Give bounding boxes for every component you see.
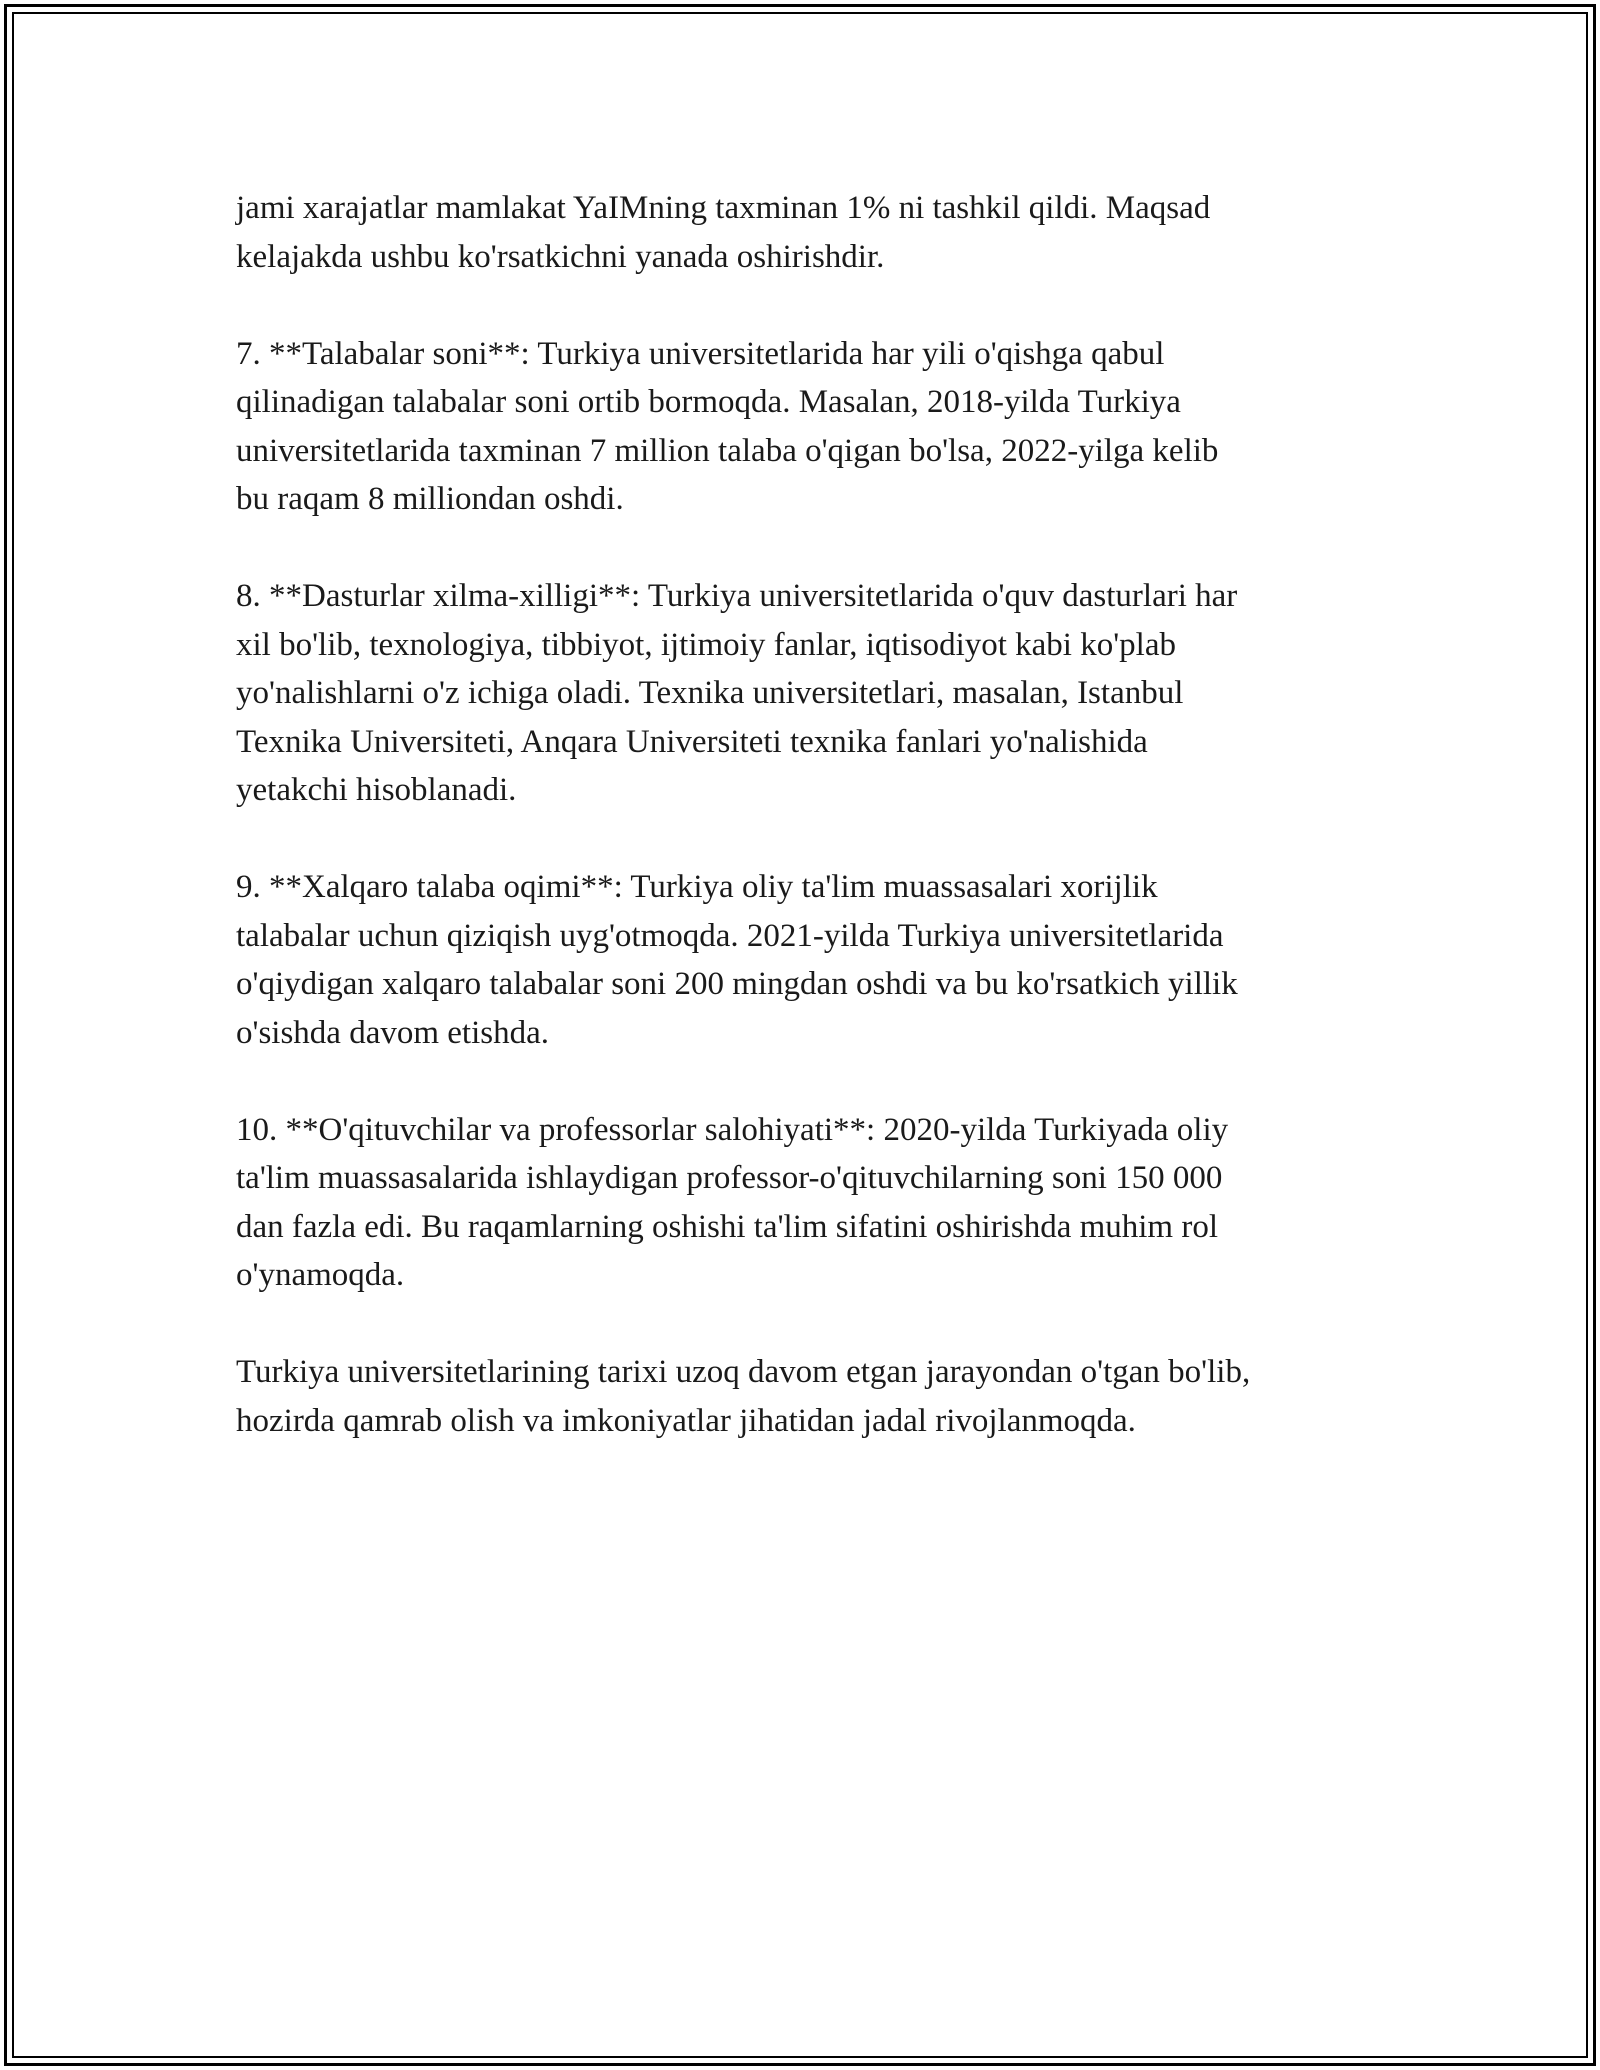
text-line: ta'lim muassasalarida ishlaydigan professor-o'qituvchilarning soni 150 000 — [236, 1160, 1223, 1196]
text-line: o'qiydigan xalqaro talabalar soni 200 mingdan oshdi va bu ko'rsatkich yillik — [236, 966, 1238, 1002]
paragraph-item-7-students — [236, 330, 1396, 524]
text-line: 8. **Dasturlar xilma-xilligi**: Turkiya universitetlarida o'quv dasturlari har — [236, 578, 1238, 614]
text-line: 10. **O'qituvchilar va professorlar salohiyati**: 2020-yilda Turkiyada oliy — [236, 1111, 1229, 1148]
text-line: universitetlarida taxminan 7 million talaba o'qigan bo'lsa, 2022-yilga kelib — [236, 432, 1219, 469]
paragraph-item-9-international — [236, 863, 1396, 1057]
text-line: yetakchi hisoblanadi. — [236, 772, 517, 808]
text-line: yo'nalishlarni o'z ichiga oladi. Texnika universitetlari, masalan, Istanbul — [236, 675, 1184, 711]
text-line: kelajakda ushbu ko'rsatkichni yanada oshirishdir. — [236, 238, 885, 275]
text-line: xil bo'lib, texnologiya, tibbiyot, ijtimoiy fanlar, iqtisodiyot kabi ko'plab — [236, 626, 1176, 663]
text-line: 7. **Talabalar soni**: Turkiya universitetlarida har yili o'qishga qabul — [236, 335, 1165, 372]
text-line: dan fazla edi. Bu raqamlarning oshishi ta'lim sifatini oshirishda muhim rol — [236, 1208, 1219, 1245]
text-line: Turkiya universitetlarining tarixi uzoq davom etgan jarayondan o'tgan bo'lib, — [236, 1354, 1251, 1390]
paragraph-item-8-programs — [236, 572, 1396, 815]
text-line: o'ynamoqda. — [236, 1257, 405, 1293]
paragraph-intro-continuation — [236, 184, 1396, 281]
text-line: jami xarajatlar mamlakat YaIMning taxminan 1% ni tashkil qildi. Maqsad — [236, 190, 1211, 226]
text-line: 9. **Xalqaro talaba oqimi**: Turkiya oliy ta'lim muassasalari xorijlik — [236, 869, 1158, 905]
paragraph-conclusion — [236, 1348, 1396, 1445]
document-body — [236, 184, 1396, 1494]
paragraph-item-10-faculty — [236, 1106, 1396, 1300]
text-line: qilinadigan talabalar soni ortib bormoqda. Masalan, 2018-yilda Turkiya — [236, 384, 1181, 420]
text-line: Texnika Universiteti, Anqara Universiteti texnika fanlari yo'nalishida — [236, 723, 1148, 760]
text-line: hozirda qamrab olish va imkoniyatlar jihatidan jadal rivojlanmoqda. — [236, 1402, 1136, 1439]
text-line: bu raqam 8 milliondan oshdi. — [236, 481, 624, 517]
text-line: talabalar uchun qiziqish uyg'otmoqda. 2021-yilda Turkiya universitetlarida — [236, 917, 1224, 954]
text-line: o'sishda davom etishda. — [236, 1014, 549, 1051]
